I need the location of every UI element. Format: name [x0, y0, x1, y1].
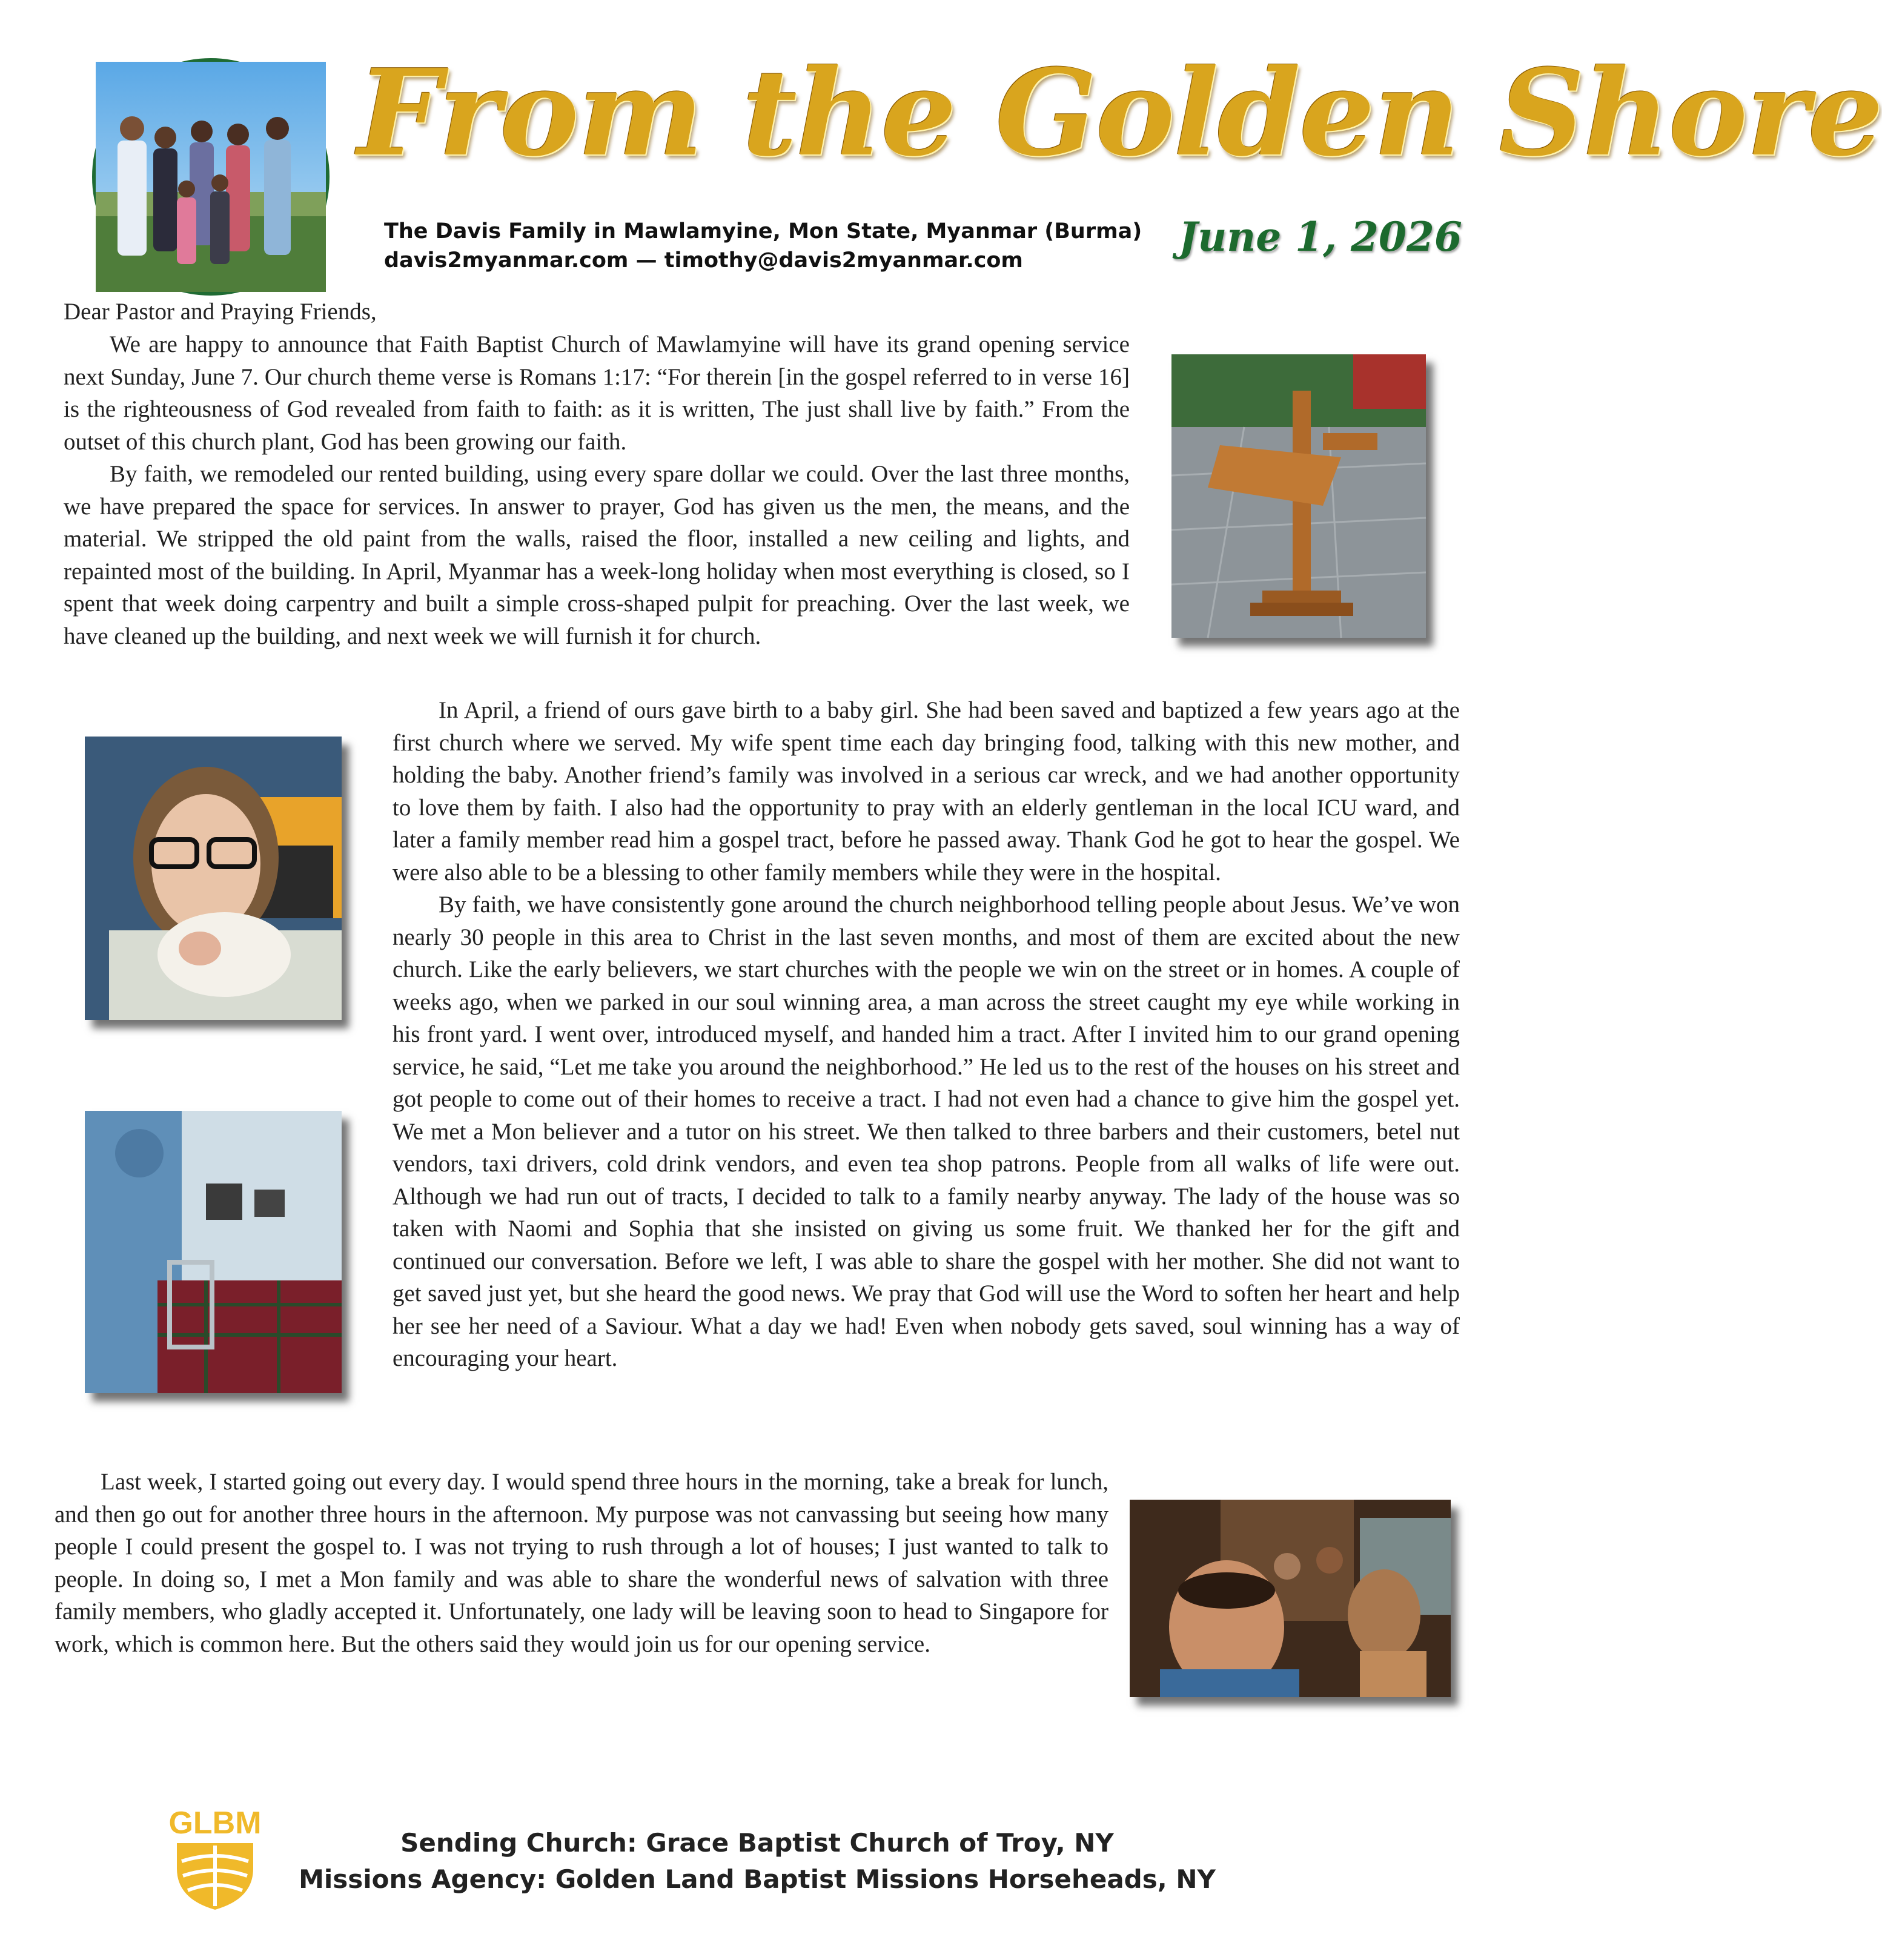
newsletter-title: From the Golden Shore	[357, 44, 1882, 183]
paragraph: We are happy to announce that Faith Baptist Church of Mawlamyine will have its grand opening service next Sunday, June 7. Our church theme verse is Romans 1:17: “For therein [in the gospel referred to in verse 16] is the righteousness of God revealed from faith to faith: as it is written, The just shall live by faith.” From the outset of this church plant, God has been growing our faith.	[64, 331, 1130, 455]
family-photo	[92, 58, 330, 296]
pulpit-photo	[1171, 354, 1426, 638]
paragraph: In April, a friend of ours gave birth to a baby girl. She had been saved and baptized a few years ago at the first church where we served. My wife spent time each day bringing food, talking with this new mother, and holding the baby. Another friend’s family was involved in a serious car wreck, and we had another opportunity to love them by faith. I also had the opportunity to pray with an elderly gentleman in the local ICU ward, and later a family member read him a gospel tract, before he passed away. Thank God he got to hear the gospel. We were also able to be a blessing to other family members while they were in the hospital.	[393, 697, 1460, 886]
family-location-line: The Davis Family in Mawlamyine, Mon State, Myanmar (Burma)	[384, 219, 1142, 243]
hospital-photo	[85, 1111, 342, 1393]
mother-baby-photo	[85, 737, 342, 1020]
contact-line[interactable]: davis2myanmar.com — timothy@davis2myanmar.com	[384, 248, 1023, 273]
paragraph: By faith, we have consistently gone around the church neighborhood telling people about Jesus. We’ve won nearly 30 people in this area to Christ in the last seven months, and most of them are excited about the new church. Like the early believers, we start churches with the people we win on the street or in homes. A couple of weeks ago, when we parked in our soul winning area, a man across the street caught my eye while working in his front yard. I went over, introduced myself, and handed him a tract. After I invited him to our grand opening service, he said, “Let me take you around the neighborhood.” He led us to the rest of the houses on his street and got people to come out of their homes to receive a tract. I had not even had a chance to give him the gospel yet. We met a Mon believer and a tutor on his street. We then talked to three barbers and their customers, betel nut vendors, taxi drivers, cold drink vendors, and even tea shop patrons. People from all walks of life were out. Although we had run out of tracts, I decided to talk to a family nearby anyway. The lady of the house was so taken with Naomi and Sophia that she insisted on giving us some fruit. We thanked her for the gift and continued our conversation. Before we left, I was able to share the gospel with her mother. She did not want to get saved just yet, but she heard the good news. We pray that God will use the Word to soften her heart and help her see her need of a Saviour. What a day we had! Even when nobody gets saved, soul winning has a way of encouraging your heart.	[393, 892, 1460, 1371]
letter-section-2	[393, 694, 1460, 1375]
salutation: Dear Pastor and Praying Friends,	[64, 299, 377, 325]
letter-section-1	[64, 328, 1130, 652]
paragraph: By faith, we remodeled our rented building, using every spare dollar we could. Over the last three months, we have prepared the space for services. In answer to prayer, God has given us the men, the means, and the material. We stripped the old paint from the walls, raised the floor, installed a new ceiling and lights, and repainted most of the building. In April, Myanmar has a week-long holiday when most everything is closed, so I spent that week doing carpentry and built a simple cross-shaped pulpit for preaching. Over the last week, we have cleaned up the building, and next week we will furnish it for church.	[64, 461, 1130, 649]
mon-family-selfie-photo	[1130, 1500, 1451, 1697]
letter-section-3	[55, 1466, 1108, 1660]
logo-text: GLBM	[168, 1806, 262, 1841]
newsletter-date: June 1, 2026	[1179, 213, 1462, 260]
missions-agency: Missions Agency: Golden Land Baptist Missions Horseheads, NY	[299, 1864, 1216, 1894]
paragraph: Last week, I started going out every day. I would spend three hours in the morning, take a break for lunch, and then go out for another three hours in the afternoon. My purpose was not canvassing but seeing how many people I could present the gospel to. I was not trying to rush through a lot of houses; I just wanted to talk to people. In doing so, I met a Mon family and was able to share the wonderful news of salvation with three family members, who gladly accepted it. Unfortunately, one lady will be leaving soon to head to Singapore for work, which is common here. But the others said they would join us for our opening service.	[55, 1469, 1108, 1657]
sending-church: Sending Church: Grace Baptist Church of Troy, NY	[400, 1828, 1114, 1858]
